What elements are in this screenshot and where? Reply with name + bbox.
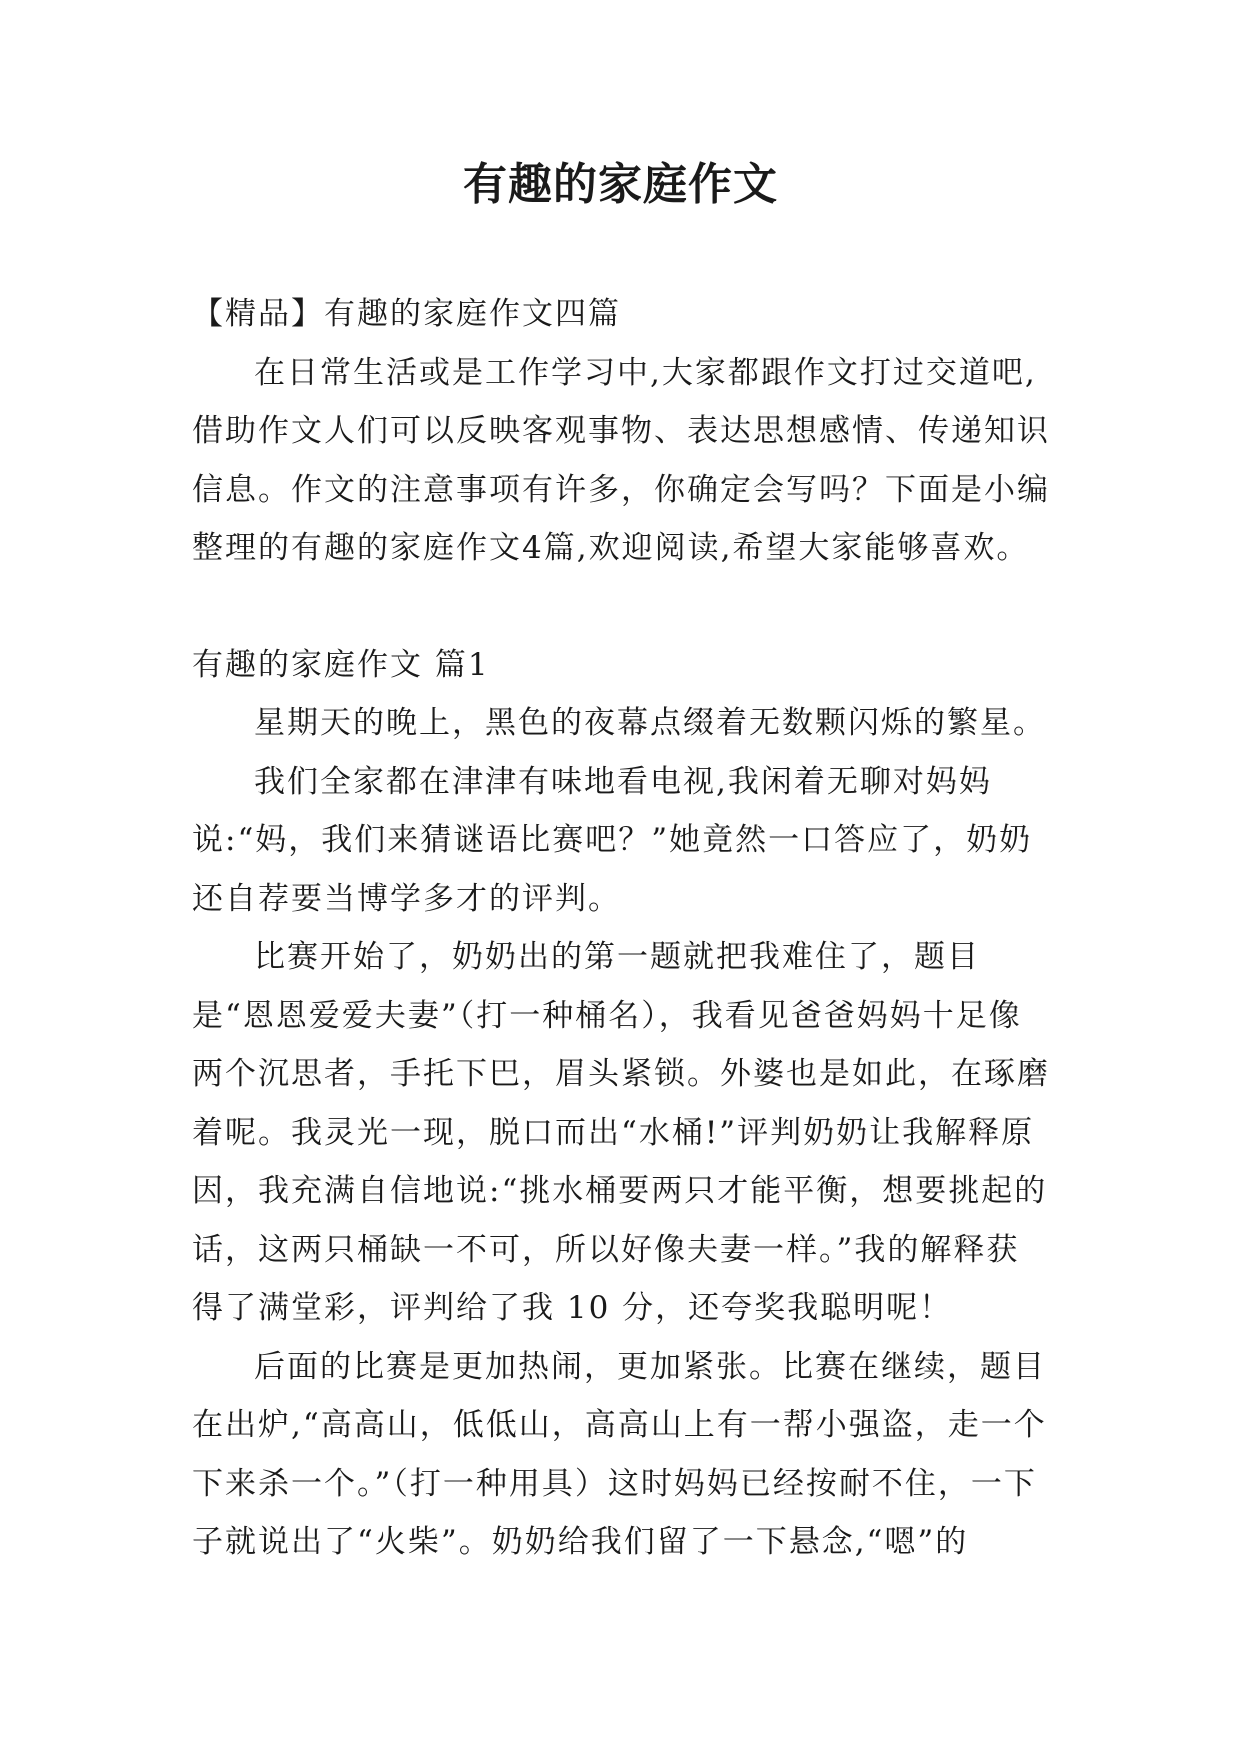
body-paragraph: 我们全家都在津津有味地看电视,我闲着无聊对妈妈说:“妈，我们来猜谜语比赛吧？”她竟然一口答应了，奶奶还自荐要当博学多才的评判。 <box>192 763 1033 917</box>
body-paragraph: 星期天的晚上，黑色的夜幕点缀着无数颗闪烁的繁星。 <box>254 705 1046 741</box>
body-paragraph: 比赛开始了，奶奶出的第一题就把我难住了，题目是“恩恩爱爱夫妻”（打一种桶名），我看见爸爸妈妈十足像两个沉思者，手托下巴，眉头紧锁。外婆也是如此，在琢磨着呢。我灵光一现，脱口而出“水桶!”评判奶奶让我解释原因，我充满自信地说:“挑水桶要两只才能平衡，想要挑起的话，这两只桶缺一不可，所以好像夫妻一样。”我的解释获得了满堂彩，评判给了我 10 分，还夸奖我聪明呢！ <box>192 939 1050 1326</box>
body-paragraph: 后面的比赛是更加热闹，更加紧张。比赛在继续，题目在出炉,“高高山，低低山，高高山上有一帮小强盗，走一个下来杀一个。”（打一种用具）这时妈妈已经按耐不住，一下子就说出了“火柴”。奶奶给我们留了一下悬念,“嗯”的 <box>192 1348 1047 1560</box>
subtitle: 【精品】有趣的家庭作文四篇 <box>192 296 621 332</box>
document-title: 有趣的家庭作文 <box>463 159 778 210</box>
spacer <box>192 578 1050 636</box>
section-heading: 有趣的家庭作文 篇1 <box>192 646 490 683</box>
intro-paragraph: 在日常生活或是工作学习中,大家都跟作文打过交道吧,借助作文人们可以反映客观事物、表达思想感情、传递知识信息。作文的注意事项有许多，你确定会写吗？下面是小编整理的有趣的家庭作文4篇,欢迎阅读,希望大家能够喜欢。 <box>192 354 1050 566</box>
document-body <box>192 285 1050 1572</box>
